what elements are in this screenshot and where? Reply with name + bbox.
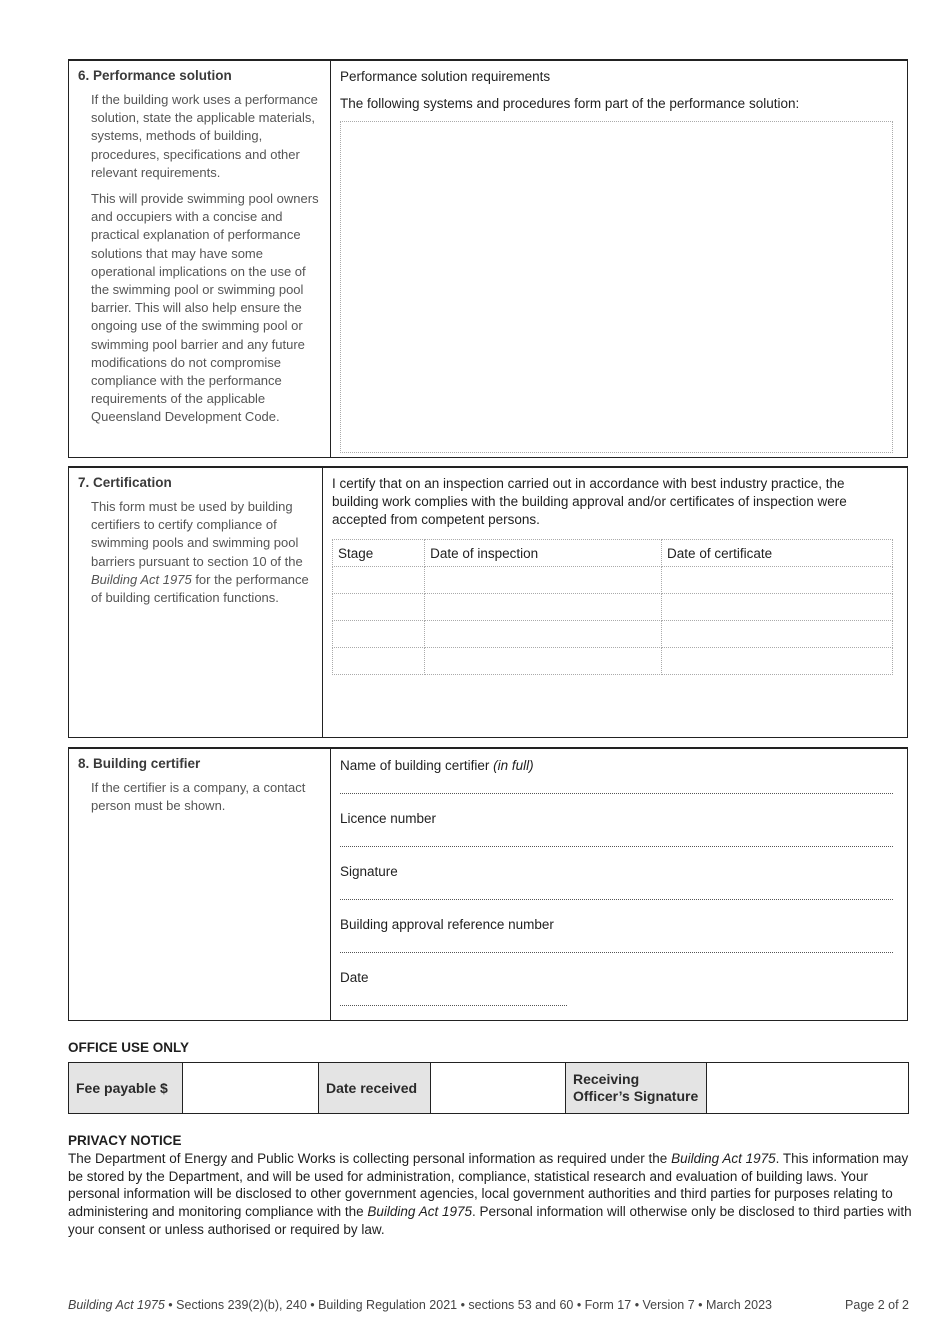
table-cell[interactable] [662,567,893,594]
section-7-title: 7. Certification [78,475,172,490]
section-6-description: If the building work uses a performance solution, state the applicable materials, systems, methods of building, procedures, specifications and other relevant requirements. [91,92,318,180]
section-8-description: If the certifier is a company, a contact person must be shown. [91,780,306,814]
privacy-notice [68,1132,913,1239]
table-header-row [333,540,893,567]
table-cell[interactable] [425,594,662,621]
certifier-name-field[interactable] [340,793,893,794]
performance-solution-input[interactable] [340,121,893,453]
section-7-description: This form must be used by building certifiers to certify compliance of swimming pools and swimming pool barriers pursuant to section 10 of the Building Act 1975 for the performance of building certification functions. [91,499,309,606]
page-footer [68,1298,909,1312]
signature-label: Signature [340,864,398,879]
licence-number-label: Licence number [340,811,437,826]
table-row [333,621,893,648]
certifier-name-label: Name of building certifier (in full) [340,758,534,773]
section-6-explanation: This will provide swimming pool owners and occupiers with a concise and practical explanation of performance solutions that may have some operational implications on the use of the swimming pool or swimming pool barrier. This will also help ensure the ongoing use of the swimming pool or swimming pool barrier and any future modifications do not compromise compliance with the performance requirements of the applicable Queensland Development Code. [91,191,319,425]
table-cell[interactable] [425,621,662,648]
approval-reference-field[interactable] [340,952,893,953]
table-cell[interactable] [425,648,662,675]
table-cell[interactable] [333,621,425,648]
column-stage: Stage [333,540,425,567]
office-use-title: OFFICE USE ONLY [68,1040,190,1055]
table-row [333,594,893,621]
table-cell[interactable] [662,648,893,675]
privacy-title: PRIVACY NOTICE [68,1133,182,1148]
privacy-body: The Department of Energy and Public Works is collecting personal information as required under the Building Act 1975. This information may be stored by the Department, and will be used for administration, compliance, statistical research and evaluation of building laws. Your personal information will be disclosed to other government agencies, local government authorities and third parties for purposes relating to administering and monitoring compliance with the Building Act 1975. Personal information will otherwise only be disclosed to third parties with your consent or unless authorised or required by law. [68,1150,912,1237]
receiving-officer-field[interactable] [707,1063,908,1113]
table-cell[interactable] [662,594,893,621]
table-cell[interactable] [662,621,893,648]
page-number: Page 2 of 2 [845,1298,909,1312]
date-field[interactable] [340,1005,567,1006]
date-received-label: Date received [319,1063,431,1113]
performance-requirements-subheading: The following systems and procedures form part of the performance solution: [340,96,800,111]
licence-number-field[interactable] [340,846,893,847]
inspection-table [332,539,893,675]
signature-field[interactable] [340,899,893,900]
section-6-title: 6. Performance solution [78,68,232,83]
office-use-table [68,1062,909,1114]
column-date-of-inspection: Date of inspection [425,540,662,567]
section-certification [68,466,908,738]
receiving-officer-label: Receiving Officer’s Signature [566,1063,707,1113]
table-cell[interactable] [425,567,662,594]
table-cell[interactable] [333,594,425,621]
table-cell[interactable] [333,567,425,594]
section-building-certifier [68,747,908,1021]
section-8-title: 8. Building certifier [78,756,201,771]
table-row [333,648,893,675]
section-performance-solution [68,59,908,458]
column-date-of-certificate: Date of certificate [662,540,893,567]
approval-reference-label: Building approval reference number [340,917,554,932]
performance-requirements-heading: Performance solution requirements [340,69,551,84]
table-cell[interactable] [333,648,425,675]
fee-payable-field[interactable] [183,1063,319,1113]
footer-legislation: Building Act 1975 • Sections 239(2)(b), 240 • Building Regulation 2021 • sections 53 and 60 • Form 17 • Version 7 • March 2023 [68,1298,772,1312]
date-label: Date [340,970,369,985]
fee-payable-label: Fee payable $ [69,1063,183,1113]
certification-statement: I certify that on an inspection carried out in accordance with best industry practice, the building work complies with the building approval and/or certificates of inspection were accepted from competent persons. [332,476,847,527]
table-row [333,567,893,594]
date-received-field[interactable] [431,1063,566,1113]
